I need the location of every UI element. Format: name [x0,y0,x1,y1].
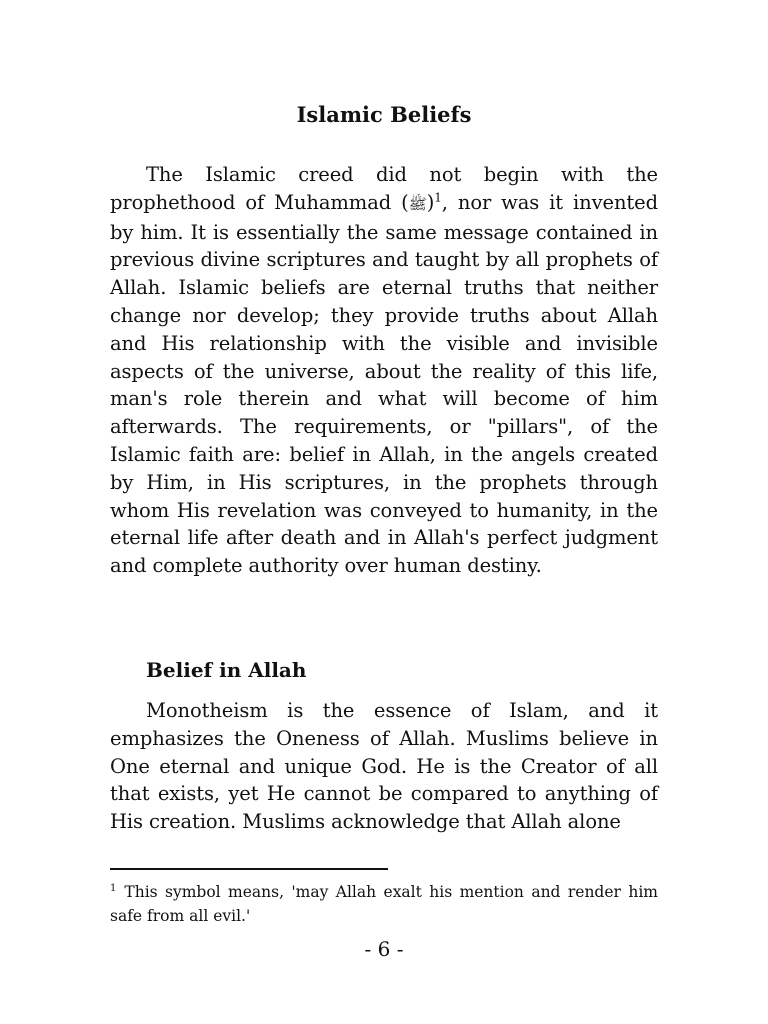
footnote-reference[interactable]: 1 [434,190,442,205]
section-heading: Belief in Allah [146,658,307,682]
pbuh-symbol: ﷺ [408,194,427,213]
footnote-number: 1 [110,882,117,894]
intro-text-start: The Islamic creed did not begin with the prophethood of Muhammad ( [110,163,658,214]
footnote-divider [110,868,388,870]
footnote-text: This symbol means, 'may Allah exalt his mention and render him safe from all evil.' [110,883,658,925]
intro-text-rest: , nor was it invented by him. It is essentially the same message contained in previous divine scriptures and taught by all prophets of Allah. Islamic beliefs are eternal truths that neither change nor develop; they provide truths about Allah and His relationship with the visible and invisible aspects of the universe, about the reality of this life, man's role therein and what will become of him afterwards. The requirements, or "pillars", of the Islamic faith are: belief in Allah, in the angels created by Him, in His scriptures, in the prophets through whom His revelation was conveyed to humanity, in the eternal life after death and in Allah's perfect judgment and complete authority over human destiny. [110,190,658,578]
page-number: - 6 - [364,937,404,961]
section-paragraph: Monotheism is the essence of Islam, and it emphasizes the Oneness of Allah. Muslims believe in One eternal and unique God. He is the Creator of all that exists, yet He cannot be compared to anything of His creation. Muslims acknowledge that Allah alone [110,699,658,834]
intro-paragraph [110,161,658,580]
footnote [110,880,658,928]
symbol-close-paren: ) [426,190,435,214]
book-page [110,0,658,1024]
page-title: Islamic Beliefs [296,102,472,127]
